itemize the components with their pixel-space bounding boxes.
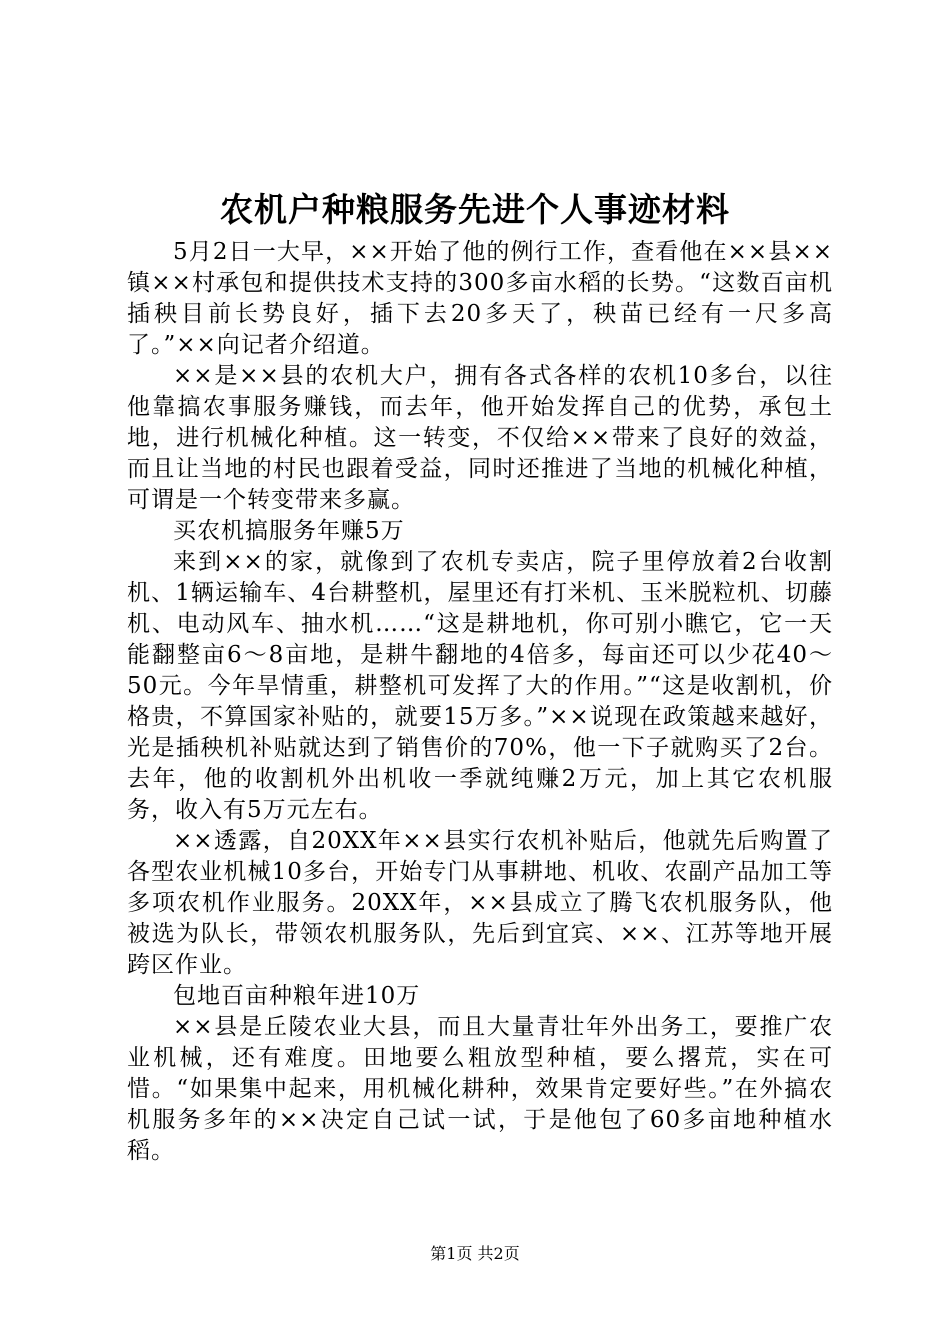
paragraph-5: ××县是丘陵农业大县，而且大量青壮年外出务工，要推广农业机械，还有难度。田地要么粗放型种植，要么撂荒，实在可惜。“如果集中起来，用机械化耕种，效果肯定要好些。”在外搞农机服务多年的××决定自己试一试，于是他包了60多亩地种植水稻。 [127,1014,833,1164]
section-heading-contract-land: 包地百亩种粮年进10万 [173,983,421,1009]
section-heading-buy-machinery: 买农机搞服务年赚5万 [173,518,405,544]
paragraph-3: 来到××的家，就像到了农机专卖店，院子里停放着2台收割机、1辆运输车、4台耕整机，屋里还有打米机、玉米脱粒机、切藤机、电动风车、抽水机……“这是耕地机，你可别小瞧它，它一天能翻整亩6～8亩地，是耕牛翻地的4倍多，每亩还可以少花40～50元。今年旱情重，耕整机可发挥了大的作用。”“这是收割机，价格贵，不算国家补贴的，就要15万多。”××说现在政策越来越好，光是插秧机补贴就达到了销售价的70%，他一下子就购买了2台。去年，他的收割机外出机收一季就纯赚2万元，加上其它农机服务，收入有5万元左右。 [127,549,833,823]
paragraph-1: 5月2日一大早，××开始了他的例行工作，查看他在××县××镇××村承包和提供技术支持的300多亩水稻的长势。“这数百亩机插秧目前长势良好，插下去20多天了，秧苗已经有一尺多高了。”××向记者介绍道。 [127,239,833,358]
document-body [127,237,833,1167]
page-number-footer: 第1页 共2页 [430,1244,520,1263]
document-title: 农机户种粮服务先进个人事迹材料 [220,190,730,229]
paragraph-2: ××是××县的农机大户，拥有各式各样的农机10多台，以往他靠搞农事服务赚钱，而去年，他开始发挥自己的优势，承包土地，进行机械化种植。这一转变，不仅给××带来了良好的效益，而且让当地的村民也跟着受益，同时还推进了当地的机械化种植，可谓是一个转变带来多赢。 [127,363,833,513]
paragraph-4: ××透露，自20XX年××县实行农机补贴后，他就先后购置了各型农业机械10多台，开始专门从事耕地、机收、农副产品加工等多项农机作业服务。20XX年，××县成立了腾飞农机服务队，他被选为队长，带领农机服务队，先后到宜宾、××、江苏等地开展跨区作业。 [127,828,833,978]
